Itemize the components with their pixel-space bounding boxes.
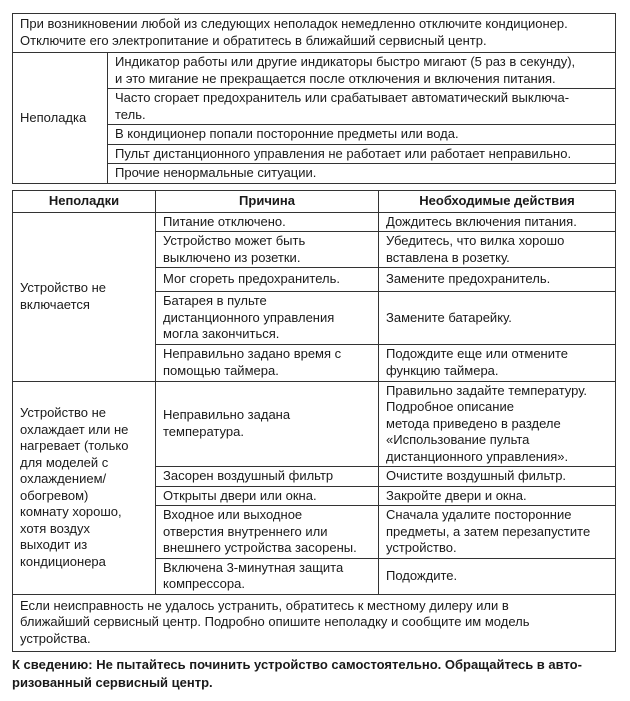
table-row (13, 212, 616, 232)
action-cell: Подождите. (379, 558, 616, 594)
cause-cell: Засорен воздушный фильтр (156, 467, 379, 487)
footer-note: Если неисправность не удалось устранить, обратитесь к местному дилеру или в ближайший сервисный центр. Подробно опишите неполадку и сообщите им модель устройства. (13, 594, 616, 652)
action-cell: Убедитесь, что вилка хорошо вставлена в розетку. (379, 232, 616, 268)
warning-label: Неполадка (13, 53, 108, 184)
warning-intro (13, 14, 616, 53)
action-cell: Закройте двери и окна. (379, 486, 616, 506)
table-footer-row (13, 594, 616, 652)
warning-item: Часто сгорает предохранитель или срабатывает автоматический выключа- тель. (108, 89, 616, 125)
cause-cell: Питание отключено. (156, 212, 379, 232)
warning-item: Индикатор работы или другие индикаторы быстро мигают (5 раз в секунду), и это мигание не прекращается после отключения и включения питания. (108, 53, 616, 89)
table-header-row (13, 191, 616, 213)
cause-cell: Неправильно задана температура. (156, 381, 379, 467)
header-cause: Причина (156, 191, 379, 213)
action-cell: Правильно задайте температуру. Подробное описание метода приведено в разделе «Использование пульта дистанционного управления». (379, 381, 616, 467)
header-action: Необходимые действия (379, 191, 616, 213)
action-cell: Замените предохранитель. (379, 268, 616, 292)
cause-cell: Устройство может быть выключено из розетки. (156, 232, 379, 268)
action-cell: Очистите воздушный фильтр. (379, 467, 616, 487)
cause-cell: Открыты двери или окна. (156, 486, 379, 506)
action-cell: Сначала удалите посторонние предметы, а затем перезапустите устройство. (379, 506, 616, 559)
cause-cell: Включена 3-минутная защита компрессора. (156, 558, 379, 594)
warning-intro-line: При возникновении любой из следующих неполадок немедленно отключите кондиционер. (20, 16, 568, 31)
important-note: К сведению: Не пытайтесь починить устройство самостоятельно. Обращайтесь в авто- ризованный сервисный центр. (12, 657, 582, 690)
troubleshooting-table (12, 190, 616, 652)
header-symptom: Неполадки (13, 191, 156, 213)
cause-cell: Батарея в пульте дистанционного управления могла закончиться. (156, 292, 379, 345)
warning-item: Пульт дистанционного управления не работает или работает неправильно. (108, 144, 616, 164)
table-row (13, 381, 616, 467)
action-cell: Подождите еще или отмените функцию таймера. (379, 344, 616, 381)
cause-cell: Входное или выходное отверстия внутреннего или внешнего устройства засорены. (156, 506, 379, 559)
symptom-cell: Устройство не охлаждает или не нагревает (только для моделей с охлаждением/ обогревом) комнату хорошо, хотя воздух выходит из кондиционера (13, 381, 156, 594)
cause-cell: Мог сгореть предохранитель. (156, 268, 379, 292)
action-cell: Замените батарейку. (379, 292, 616, 345)
warning-item: В кондиционер попали посторонние предметы или вода. (108, 125, 616, 145)
symptom-cell: Устройство не включается (13, 212, 156, 381)
action-cell: Дождитесь включения питания. (379, 212, 616, 232)
warning-table (12, 13, 616, 184)
warning-intro-line: Отключите его электропитание и обратитесь в ближайший сервисный центр. (20, 32, 487, 48)
warning-item: Прочие ненормальные ситуации. (108, 164, 616, 184)
cause-cell: Неправильно задано время с помощью таймера. (156, 344, 379, 381)
